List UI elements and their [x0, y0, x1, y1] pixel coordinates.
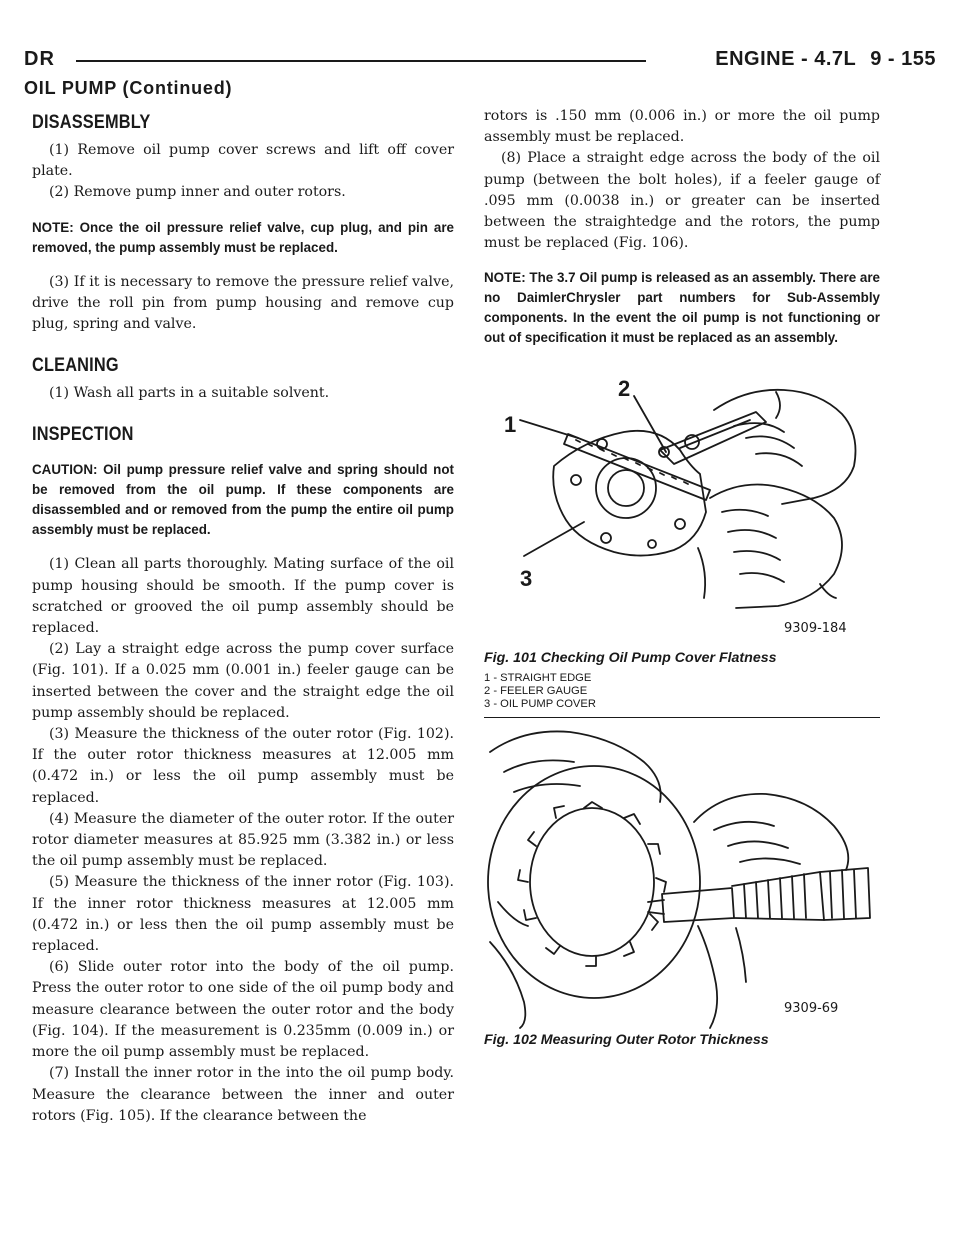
inspection-step-2: (2) Lay a straight edge across the pump cover surface (Fig. 101). If a 0.025 mm (0.001 in.) feeler gauge can be inserted between the cover and the straight edge the oil pump assembly should be replaced.	[32, 641, 454, 721]
inspection-step-5: (5) Measure the thickness of the inner rotor (Fig. 103). If the inner rotor thickness measures at 12.005 mm (0.472 in.) or less then the oil pump assembly must be replaced.	[32, 874, 454, 955]
figure-101-caption: Fig. 101 Checking Oil Pump Cover Flatness	[484, 650, 777, 667]
header-right	[701, 48, 936, 71]
inspection-caution: CAUTION: Oil pump pressure relief valve and spring should not be removed from the oil pump. If these components are disassembled and or removed from the pump the entire oil pump assembly must be replaced.	[32, 462, 454, 538]
callout-3: 3	[520, 566, 533, 592]
inspection-step-7: (7) Install the inner rotor in the into the oil pump body. Measure the clearance between the inner and outer rotors (Fig. 105). If the clearance between the	[32, 1065, 454, 1124]
callout-1: 1	[504, 412, 517, 438]
engine-label: ENGINE - 4.7L	[715, 48, 857, 70]
continuation-title: OIL PUMP (Continued)	[24, 78, 233, 98]
figure-101-legend	[484, 672, 880, 711]
callout-2: 2	[618, 376, 631, 402]
figure-102	[484, 722, 880, 1048]
disassembly-step-2: (2) Remove pump inner and outer rotors.	[49, 184, 346, 201]
figure-102-illustration	[484, 722, 880, 1030]
disassembly-step-3: (3) If it is necessary to remove the pressure relief valve, drive the roll pin from pump housing and remove cup plug, spring and valve.	[32, 273, 454, 333]
inspection-step-6: (6) Slide outer rotor into the body of the oil pump. Press the outer rotor to one side of the oil pump body and measure clearance between the outer rotor and the body (Fig. 104). If the measurement is 0.235mm (0.009 in.) or more the oil pump assembly must be replaced.	[32, 959, 454, 1061]
figure-divider	[484, 717, 880, 718]
figure-102-caption: Fig. 102 Measuring Outer Rotor Thickness	[484, 1032, 769, 1049]
inspection-heading: INSPECTION	[32, 424, 134, 446]
assembly-note: NOTE: The 3.7 Oil pump is released as an assembly. There are no DaimlerChrysler part numbers for Sub-Assembly components. In the event the oil pump is not functioning or out of specification it must be replaced as an assembly.	[484, 270, 880, 346]
right-column	[484, 106, 880, 1054]
figure-102-id: 9309-69	[784, 1001, 839, 1017]
inspection-step-8: (8) Place a straight edge across the body of the oil pump (between the bolt holes), if a feeler gauge of .095 mm (0.0038 in.) or greater can be inserted between the straightedge and the rotors, the pump must be replaced (Fig. 106).	[484, 150, 880, 252]
figure-101	[484, 362, 880, 718]
inspection-step-3: (3) Measure the thickness of the outer rotor (Fig. 102). If the outer rotor thickness measures at 12.005 mm (0.472 in.) or less the oil pump assembly must be replaced.	[32, 726, 454, 806]
left-column	[32, 106, 454, 1127]
legend-item: 3 - OIL PUMP COVER	[484, 698, 596, 711]
cleaning-step: (1) Wash all parts in a suitable solvent.	[49, 385, 330, 402]
page-number: 9 - 155	[870, 48, 936, 70]
inspection-step-1: (1) Clean all parts thoroughly. Mating surface of the oil pump housing should be smooth. If the pump cover is scratched or grooved the oil pump assembly should be replaced.	[32, 556, 454, 637]
disassembly-step-1: (1) Remove oil pump cover screws and lift off cover plate.	[32, 142, 454, 180]
section-code: DR	[24, 48, 55, 70]
disassembly-note: NOTE: Once the oil pressure relief valve, cup plug, and pin are removed, the pump assembly must be replaced.	[32, 219, 454, 255]
disassembly-heading: DISASSEMBLY	[32, 112, 151, 133]
page-header	[24, 40, 936, 80]
legend-item: 2 - FEELER GAUGE	[484, 685, 588, 698]
inspection-step-4: (4) Measure the diameter of the outer rotor. If the outer rotor diameter measures at 85.925 mm (3.382 in.) or less the oil pump assembly must be replaced.	[32, 810, 454, 870]
figure-101-illustration	[484, 362, 880, 648]
continued-text: rotors is .150 mm (0.006 in.) or more the oil pump assembly must be replaced.	[484, 108, 880, 146]
legend-item: 1 - STRAIGHT EDGE	[484, 672, 592, 685]
figure-101-id: 9309-184	[784, 621, 847, 637]
header-rule	[76, 60, 646, 62]
cleaning-heading: CLEANING	[32, 355, 119, 377]
